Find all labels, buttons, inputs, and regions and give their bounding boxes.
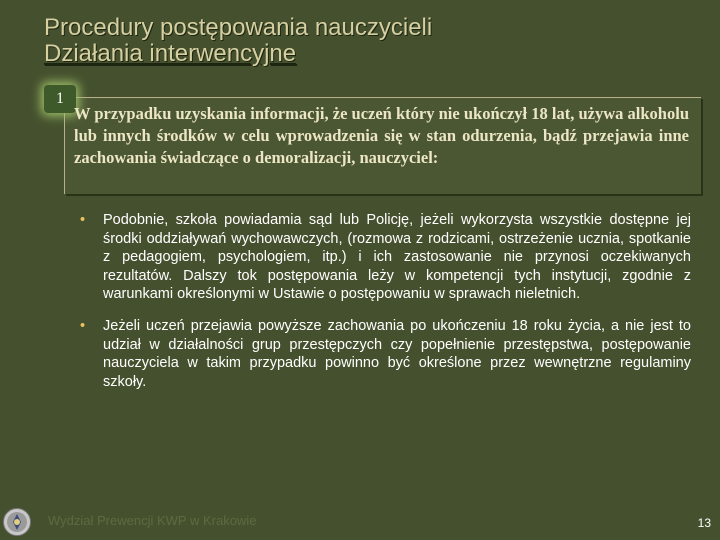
bullet-marker: • [80,212,86,228]
number-badge: 1 [44,85,76,113]
slide-title: Procedury postępowania nauczycieli [44,14,433,41]
police-emblem-icon [3,508,31,536]
bullet-text: Jeżeli uczeń przejawia powyższe zachowania po ukończeniu 18 roku życia, a nie jest to udział w działalności grup przestępczych czy popełnienie przestępstwa, postępowanie nauczyciela w takim przypadku powinno być określone przez wewnętrzne regulaminy szkoły. [103,317,691,390]
bullet-list [80,211,691,404]
slide-subtitle: Działania interwencyjne [44,40,297,67]
page-number: 13 [697,516,711,530]
slide-title-block [44,15,432,67]
footer-text: Wydział Prewencji KWP w Krakowie [48,513,257,528]
bullet-text: Podobnie, szkoła powiadamia sąd lub Policję, jeżeli wykorzysta wszystkie dostępne jej środki oddziaływań wychowawczych, (rozmowa z rodzicami, ostrzeżenie ucznia, spotkanie z pedagogiem, psychologiem, itp.) i ich zastosowanie nie przynosi oczekiwanych rezultatów. Dalszy tok postępowania leży w kompetencji tych instytucji, zgodnie z warunkami określonymi w Ustawie o postępowaniu w sprawach nieletnich. [103,212,691,303]
bullet-item [80,211,691,304]
bullet-marker: • [80,317,86,334]
intro-text: W przypadku uzyskania informacji, że uczeń który nie ukończył 18 lat, używa alkoholu lub innych środków w celu wprowadzenia się w stan odurzenia, bądź przejawia inne zachowania świadczące o demoralizacji, nauczyciel: [74,104,689,167]
bullet-item [80,317,691,391]
